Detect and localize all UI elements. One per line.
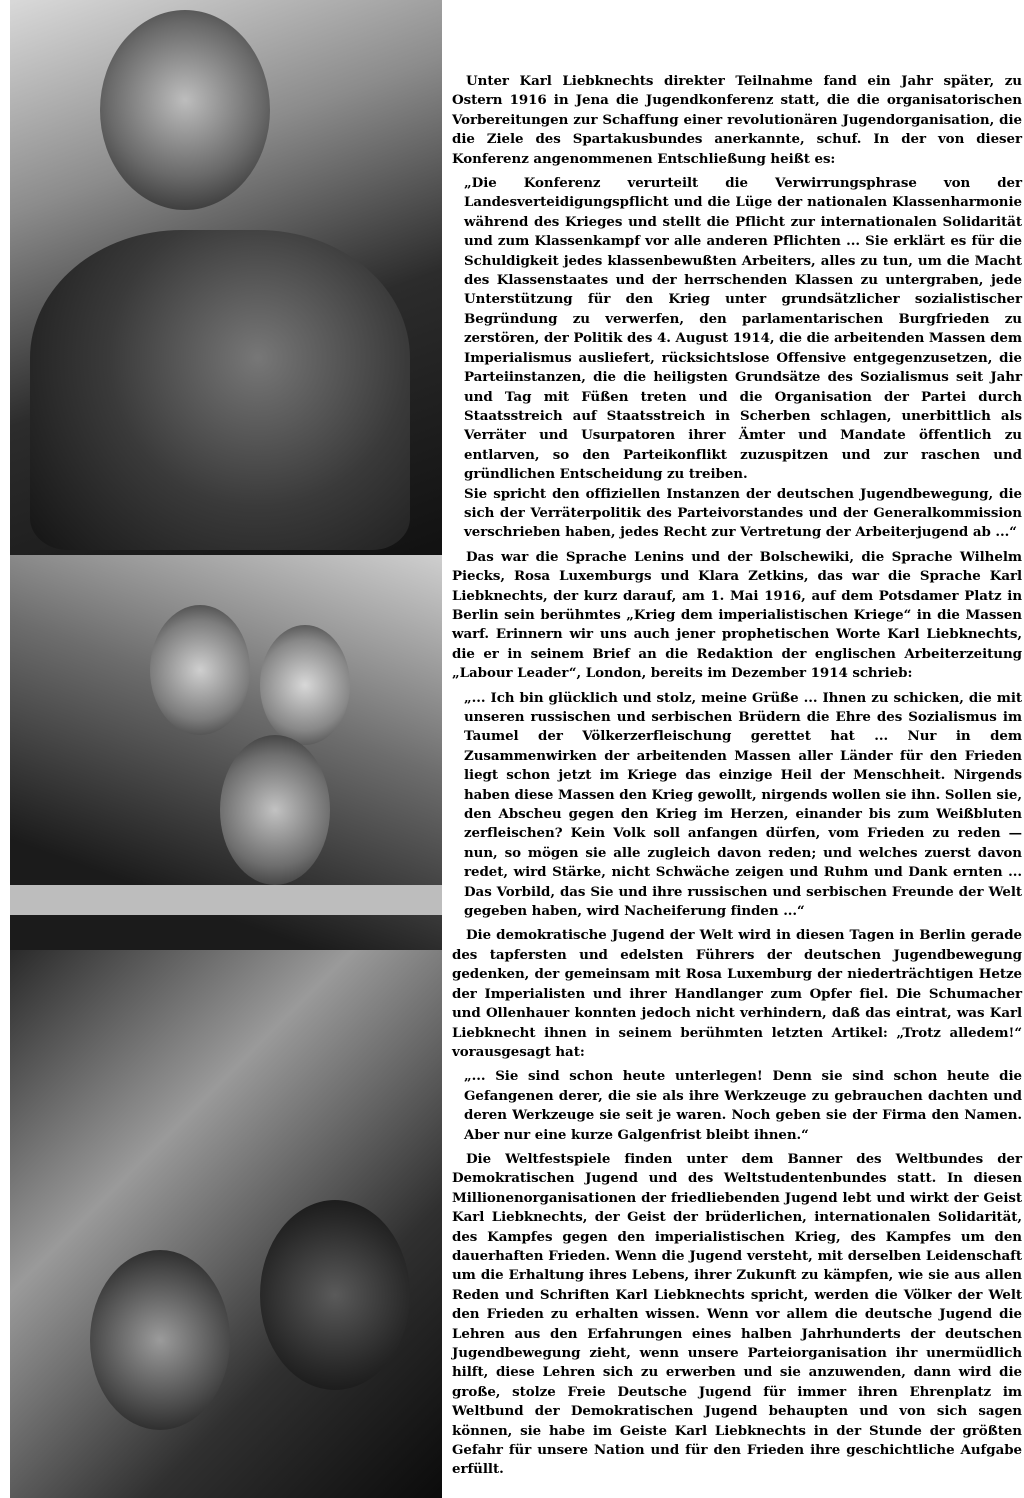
photo-collage [10, 0, 442, 1498]
labour-leader-quote-text: „... Ich bin glücklich und stolz, meine Grüße ... Ihnen zu schicken, die mit unseren russischen und serbischen Brüdern die Ehre des Sozialismus im Taumel der Völkerzerfleischung gerettet hat ... Nur in dem Zusammenwirken der arbeitenden Massen aller Länder für den Frieden liegt schon jetzt im Kriege das einzige Heil der Menschheit. Nirgends haben diese Massen den Krieg gewollt, nirgends wollen sie ihn. Sollen sie, den Abscheu gegen den Krieg im Herzen, einander bis zum Weißbluten zerfleischen? Kein Volk soll anfangen dürfen, vom Frieden zu reden — nun, so mögen sie alle zugleich davon reden; und welches zuerst davon redet, wird Stärke, nicht Schwäche zeigen und Ruhm und Dank ernten ... Das Vorbild, das Sie und ihre russischen und serbischen Freunde der Welt gegeben haben, wird Nacheiferung finden ...“ [464, 689, 1022, 920]
trotz-alledem-quote [452, 1067, 1022, 1145]
paragraph-intro: Unter Karl Liebknechts direkter Teilnahme fand ein Jahr später, zu Ostern 1916 in Jena die Jugendkonferenz statt, die die organisatorischen Vorbereitungen zur Schaffung einer revolutionären Jugendorganisation, die die Ziele des Spartakusbundes anerkannte, schuf. In der von dieser Konferenz angenommenen Entschließung heißt es: [452, 73, 1022, 167]
resolution-quote-part-2: Sie spricht den offiziellen Instanzen der deutschen Jugendbewegung, die sich der Verräterpolitik des Parteivorstandes und der Generalkommission verschrieben haben, jedes Recht zur Vertretung der Arbeiterjugend ab ...“ [464, 485, 1022, 541]
resolution-quote [452, 174, 1022, 543]
paragraph-weltfestspiele: Die Weltfestspiele finden unter dem Banner des Weltbundes der Demokratischen Jugend und des Weltstudentenbundes statt. In diesen Millionenorganisationen der friedliebenden Jugend lebt und wirkt der Geist Karl Liebknechts, der Geist der brüderlichen, internationalen Solidarität, des Kampfes gegen den imperialistischen Krieg, des Kampfes um den dauerhaften Frieden. Wenn die Jugend versteht, mit derselben Leidenschaft um die Erhaltung ihres Lebens, ihrer Zukunft zu kämpfen, wie sie aus allen Reden und Schriften Karl Liebknechts spricht, werden die Völker der Welt den Frieden zu erhalten wissen. Wenn vor allem die deutsche Jugend die Lehren aus den Erfahrungen eines halben Jahrhunderts der deutschen Jugendbewegung zieht, wenn unsere Parteiorganisation ihr unermüdlich hilft, diese Lehren sich zu erwerben und sie anzuwenden, dann wird die große, stolze Freie Deutsche Jugend für immer ihren Ehrenplatz im Weltbund der Demokratischen Jugend behaupten und von sich sagen können, sie habe im Geiste Karl Liebknechts in der Stunde der größten Gefahr für unsere Nation und für den Frieden ihre geschichtliche Aufgabe erfüllt. [452, 1150, 1022, 1478]
smiling-woman-photo [10, 0, 442, 555]
paragraph-democratic-youth: Die demokratische Jugend der Welt wird in diesen Tagen in Berlin gerade des tapfersten und edelsten Führers der deutschen Jugendbewegung gedenken, der gemeinsam mit Rosa Luxemburg der niederträchtigen Hetze der Imperialisten und ihrer Handlanger zum Opfer fiel. Die Schumacher und Ollenhauer konnten jedoch nicht verhindern, daß das eintrat, was Karl Liebknecht ihnen in seinem berühmten letzten Artikel: „Trotz alledem!“ vorausgesagt hat: [452, 927, 1022, 1060]
resolution-quote-part-1: „Die Konferenz verurteilt die Verwirrungsphrase von der Landesverteidigungspflicht und die Lüge der nationalen Klassenharmonie während des Krieges und stellt die Pflicht zur internationalen Solidarität und zum Klassenkampf vor alle anderen Pflichten ... Sie erklärt es für die Schuldigkeit jedes klassenbewußten Arbeiters, alles zu tun, um die Macht des Klassenstaates und der herrschenden Klassen zu untergraben, jede Unterstützung für den Krieg unter grundsätzlicher sozialistischer Begründung zu verwerfen, den parlamentarischen Burgfrieden zu zerstören, der Politik des 4. August 1914, die die arbeitenden Massen dem Imperialismus ausliefert, rücksichtslose Offensive entgegenzusetzen, die Parteiinstanzen, die die heiligsten Grundsätze des Sozialismus seit Jahr und Tag mit Füßen treten und die Organisation der Partei durch Staatsstreich auf Staatsstreich in Scherben schlagen, unerbittlich als Verräter und Usurpatoren ihrer Ämter und Mandate öffentlich zu entlarven, so den Parteikonflikt zuzuspitzen und zur raschen und gründlichen Entscheidung zu treiben. [464, 175, 1022, 483]
article-body [452, 72, 1022, 1485]
young-men-photo [10, 950, 442, 1498]
group-of-young-women-photo [10, 555, 442, 950]
labour-leader-quote [452, 689, 1022, 922]
trotz-alledem-quote-text: „... Sie sind schon heute unterlegen! Denn sie sind schon heute die Gefangenen derer, die sie als ihre Werkzeuge zu gebrauchen dachten und deren Werkzeuge sie seit je waren. Noch geben sie der Firma den Namen. Aber nur eine kurze Galgenfrist bleibt ihnen.“ [464, 1068, 1022, 1143]
paragraph-language-of-lenin: Das war die Sprache Lenins und der Bolschewiki, die Sprache Wilhelm Piecks, Rosa Luxemburgs und Klara Zetkins, das war die Sprache Karl Liebknechts, der kurz darauf, am 1. Mai 1916, auf dem Potsdamer Platz in Berlin sein berühmtes „Krieg dem imperialistischen Kriege“ in die Massen warf. Erinnern wir uns auch jener prophetischen Worte Karl Liebknechts, die er in seinem Brief an die Redaktion der englischen Arbeiterzeitung „Labour Leader“, London, bereits im Dezember 1914 schrieb: [452, 548, 1022, 682]
